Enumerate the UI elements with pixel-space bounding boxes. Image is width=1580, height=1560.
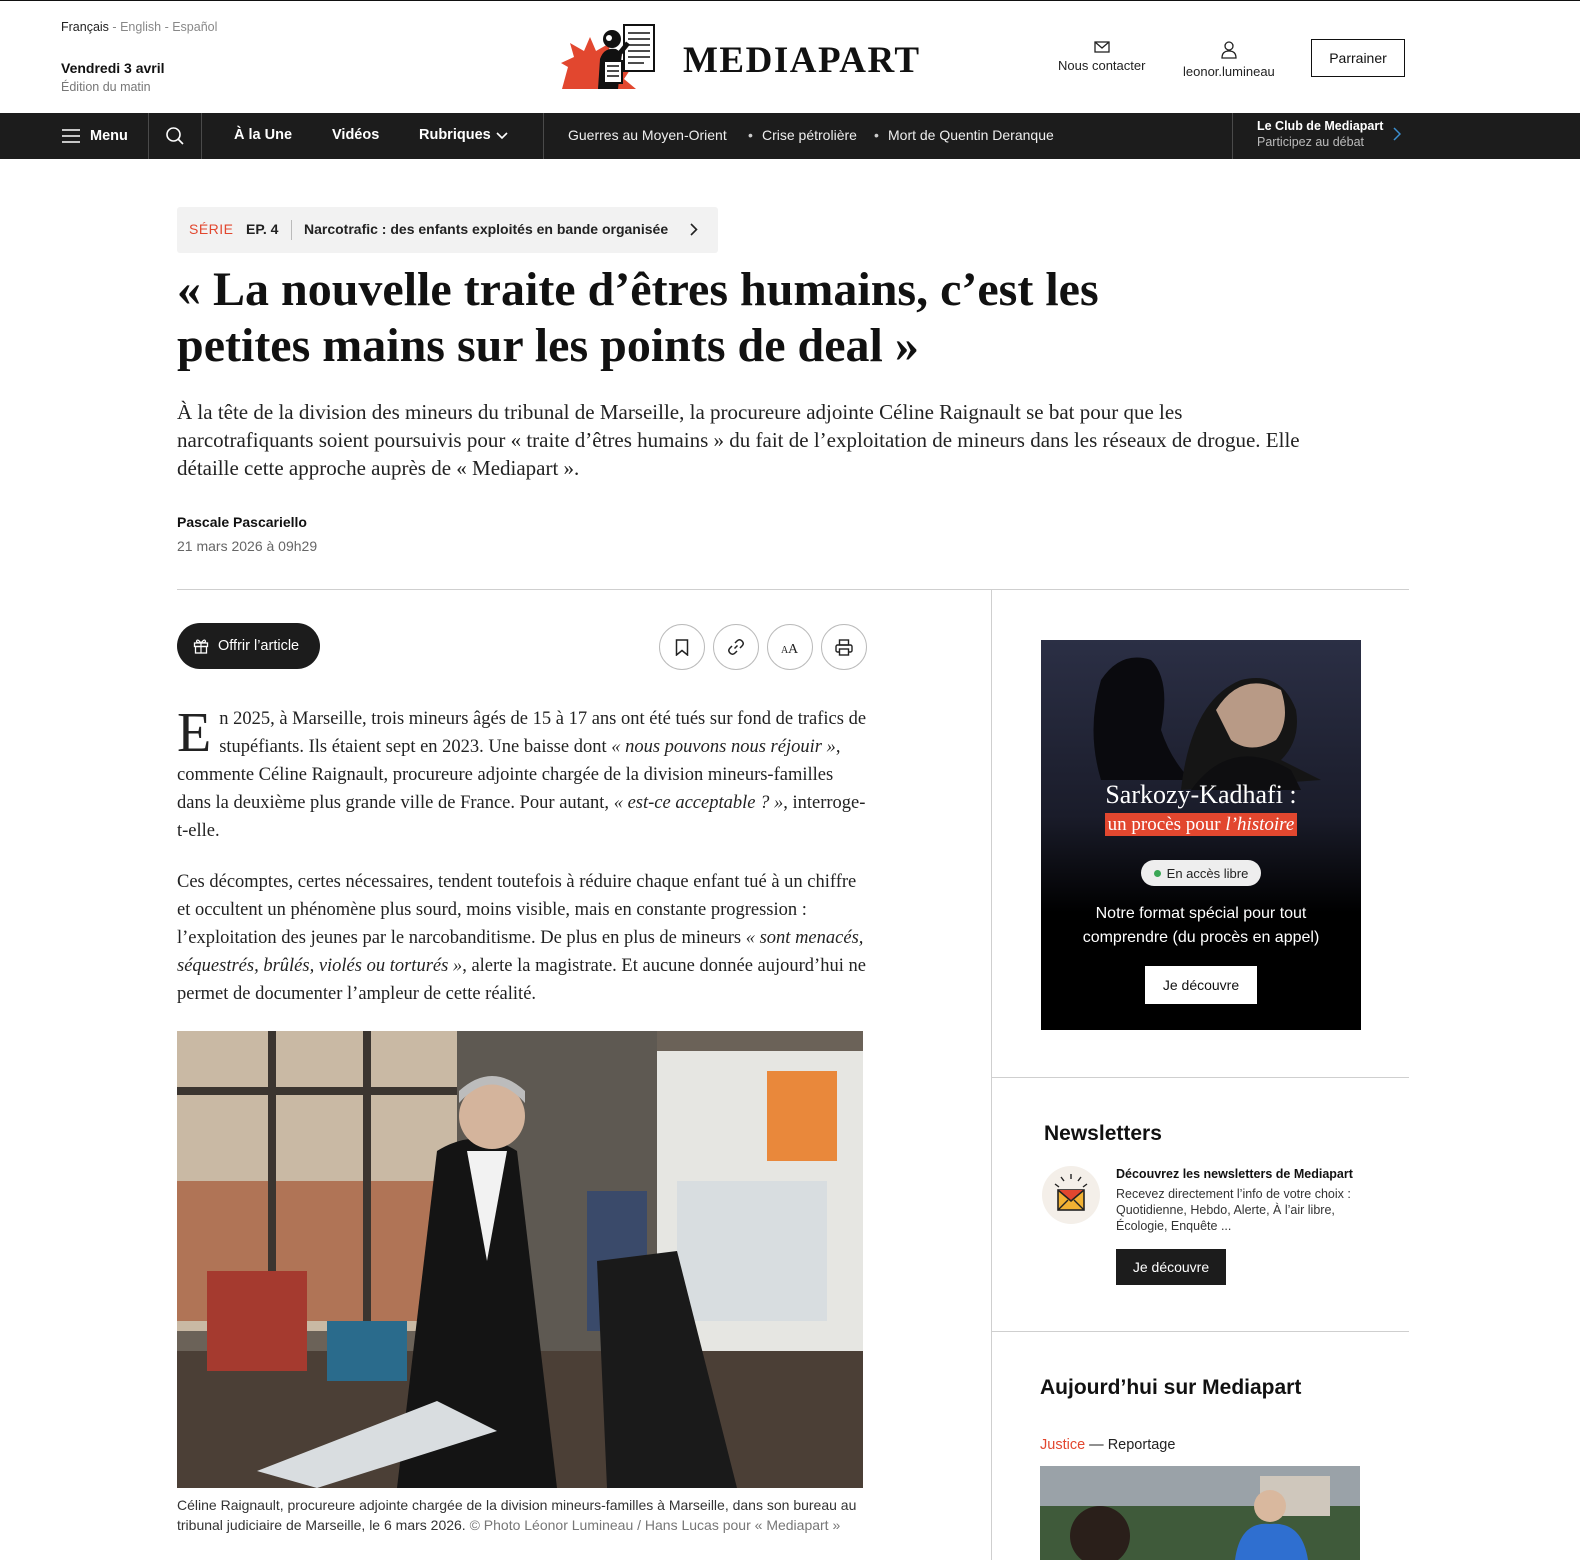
nav-divider [148,113,149,159]
caption-text: Céline Raignault, procureure adjointe chargée de la division mineurs-familles à Marseille, dans son bureau au tribunal judiciaire de Marseille, le 6 mars 2026. [177,1497,857,1533]
lang-sep: - [112,20,117,34]
svg-text:A: A [781,645,789,654]
text-size-icon [781,640,799,654]
article-paragraph-1 [177,702,867,845]
category-link[interactable]: Justice [1040,1437,1086,1453]
photo-illustration [177,1031,863,1488]
today-category [1040,1437,1175,1453]
chevron-down-icon [496,132,508,140]
green-dot-icon [1154,870,1161,877]
club-subtitle: Participez au débat [1257,135,1365,149]
category-type: — Reportage [1085,1437,1176,1453]
newsletters-discover-button[interactable]: Je découvre [1116,1249,1226,1285]
today-title: Aujourd’hui sur Mediapart [1040,1376,1302,1399]
language-switcher [61,20,217,34]
search-icon[interactable] [165,126,185,146]
promo-discover-button[interactable]: Je découvre [1145,966,1257,1004]
p2-quote: « sont menacés, séquestrés, brûlés, violés ou torturés » [177,928,864,976]
column-divider [991,590,992,1560]
drop-cap: E [177,702,212,764]
chevron-right-icon [1393,127,1401,141]
chevron-right-icon [690,223,698,236]
newsletters-description: Recevez directement l’info de votre choix : Quotidienne, Hebdo, Alerte, À l’air libre, Écologie, Enquête ... [1116,1187,1351,1233]
username: leonor.lumineau [1183,64,1275,79]
series-episode: EP. 4 [246,221,279,237]
lang-english[interactable]: English [120,20,162,34]
topic-dot: • [748,127,753,143]
p1-quote: « est-ce acceptable ? » [613,793,784,813]
offrir-label: Offrir l’article [218,638,300,654]
promo-subtitle-italic: l’histoire [1225,814,1295,835]
contact-label: Nous contacter [1058,58,1146,73]
p2-text: Ces décomptes, certes nécessaires, tendent toutefois à réduire chaque enfant tué à un chiffre et occultent un phénomène plus sourd, moins visible, mais en constante progression : l’exploitation des jeunes par le narcobanditisme. De plus en plus de mineurs [177,872,857,948]
free-access-label: En accès libre [1166,865,1249,881]
photo-credit: © Photo Léonor Lumineau / Hans Lucas pour « Mediapart » [469,1517,841,1533]
nav-a-la-une[interactable]: À la Une [234,127,293,143]
sidebar-divider [992,1331,1409,1332]
print-button[interactable] [821,624,867,670]
lang-espanol[interactable]: Español [172,20,218,34]
topic-dot: • [874,127,879,143]
promo-subtitle-wrap [1041,813,1361,836]
user-icon [1221,41,1237,59]
lang-sep: - [164,20,169,34]
lang-francais[interactable]: Français [61,20,109,34]
current-date: Vendredi 3 avril [61,60,165,76]
menu-button[interactable] [62,113,128,159]
nav-rubriques[interactable]: Rubriques [419,127,491,143]
article-paragraph-2 [177,868,867,1008]
newsletters-heading: Découvrez les newsletters de Mediapart [1116,1167,1353,1181]
p1-quote: « nous pouvons nous réjouir » [611,737,836,757]
article-author[interactable]: Pascale Pascariello [177,514,307,530]
article-title: « La nouvelle traite d’êtres humains, c’est les petites mains sur les points de deal » [177,263,1099,372]
p1-text: , interroge-t-elle. [177,793,866,841]
offrir-article-button[interactable] [177,623,320,669]
today-article-image[interactable] [1040,1466,1360,1560]
article-photo[interactable] [177,1031,863,1488]
main-nav [0,113,1580,159]
promo-subtitle [1105,813,1298,836]
photo-caption [177,1495,857,1535]
logo-crier-icon [560,23,672,91]
series-title: Narcotrafic : des enfants exploités en bande organisée [304,221,669,237]
copy-link-button[interactable] [713,624,759,670]
club-title: Le Club de Mediapart [1257,119,1384,133]
menu-label: Menu [90,128,128,144]
free-access-badge [1141,860,1261,886]
hamburger-icon [62,129,80,143]
nav-divider [543,113,544,159]
horizontal-divider [177,589,1409,590]
envelope-icon [1042,1166,1100,1224]
series-label: SÉRIE [189,221,234,237]
newsletters-title: Newsletters [1044,1122,1162,1145]
promo-subtitle-text: un procès pour [1107,814,1226,835]
p1-text: , commente Céline Raignault, procureure adjointe chargée de la division mineurs-familles dans la deuxième plus grande ville de France. Pour autant, [177,737,841,813]
site-header [0,0,1580,113]
nav-topic-quentin-deranque[interactable]: Mort de Quentin Deranque [888,127,1054,143]
bookmark-button[interactable] [659,624,705,670]
sarkozy-kadhafi-promo[interactable] [1041,640,1361,1030]
parrainer-button[interactable]: Parrainer [1311,39,1405,77]
nav-topic-moyen-orient[interactable]: Guerres au Moyen-Orient [568,127,727,143]
publication-date: 21 mars 2026 à 09h29 [177,538,318,554]
today-photo [1040,1466,1360,1560]
p2-text: , alerte la magistrate. Et aucune donnée aujourd’hui ne permet de documenter l’ampleur de cette réalité. [177,956,866,1004]
contact-link[interactable] [1058,41,1145,73]
bookmark-icon [675,639,689,656]
club-link[interactable] [1257,119,1383,149]
mail-icon [1094,41,1110,53]
article-lede: À la tête de la division des mineurs du tribunal de Marseille, la procureure adjointe Céline Raignault se bat pour que les narcotrafiquants soient poursuivis pour « traite d’êtres humains » du fait de l’exploitation de mineurs dans les réseaux de drogue. Elle détaille cette approche auprès de « Mediapart ». [177,400,1300,480]
nav-divider [1232,113,1233,159]
nav-videos[interactable]: Vidéos [332,127,380,143]
account-link[interactable] [1183,41,1275,79]
promo-title: Sarkozy-Kadhafi : [1105,780,1297,809]
gift-icon [193,638,209,654]
printer-icon [835,639,853,656]
nav-topic-crise-petroliere[interactable]: Crise pétrolière [762,127,857,143]
nav-divider [201,113,202,159]
mediapart-logo[interactable] [560,23,921,91]
series-divider [291,220,292,240]
svg-text:A: A [788,642,799,654]
font-size-button[interactable] [767,624,813,670]
sidebar-divider [992,1077,1409,1078]
edition-label: Édition du matin [61,80,151,94]
link-icon [727,638,745,656]
series-badge[interactable] [177,207,718,253]
newsletter-icon [1042,1166,1100,1224]
promo-description: Notre format spécial pour tout comprendre (du procès en appel) [1082,905,1320,946]
p1-text: n 2025, à Marseille, trois mineurs âgés de 15 à 17 ans ont été tués sur fond de trafics de stupéfiants. Ils étaient sept en 2023. Une baisse dont [219,709,867,757]
logo-wordmark: MEDIAPART [683,40,921,81]
